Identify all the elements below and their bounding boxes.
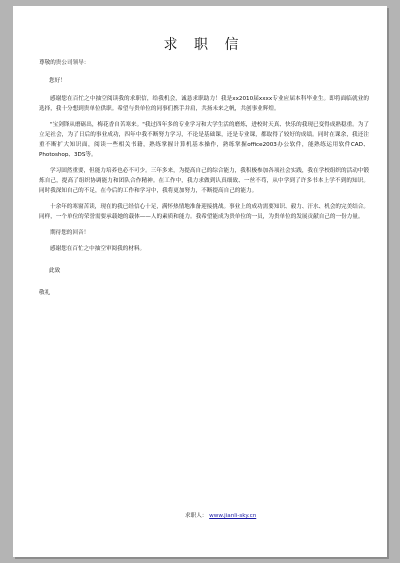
letter-title: 求 职 信 xyxy=(163,37,245,53)
paragraph-intro: 感谢您在百忙之中抽空阅读我的求职信，给我机会，诚恳求职助力！我是xx2010届xxxx专业应届本科毕业生。即将面临就业的选择，我十分想到贵单位供职。希望与贵单位的同事们携手并肩，共扬未来之帆，共创事业辉煌。 xyxy=(39,96,369,112)
paragraph-practice: 学习固然重要，但能力培养也必不可少。三年多来，为提高自己的综合能力，我积极参加各项社会实践，我在学校组织的活动中锻炼自己，提高了组织协调能力和团队合作精神。在工作中，我力求做到认真细致、一丝不苟，从中学到了许多书本上学不到的知识。同时我深知自己的不足，在今后的工作和学习中，我将更加努力，不断提高自己的能力。 xyxy=(39,168,369,194)
paragraph-await-reply: 期待您的回音！ xyxy=(50,230,90,236)
paragraph-thanks: 感谢您在百忙之中抽空审阅我的材料。 xyxy=(50,246,146,252)
salutation: 尊敬的贵公司领导： xyxy=(39,60,90,66)
document-page xyxy=(13,6,387,557)
signer-link[interactable]: www.jianli-sky.cn xyxy=(209,513,257,519)
sign-off: 敬礼 xyxy=(39,290,51,296)
paragraph-closing-statement: 十余年的寒窗苦读，现在的我已经信心十足，满怀热情地准备迎接挑战。事业上的成功需要知识、毅力、汗水、机会的完美结合。同样，一个单位的荣誉需要承载她的载体——人的素质和能力。我希望能成为贵单位的一员，为贵单位的发展贡献自己的一份力量。 xyxy=(39,204,369,220)
greeting: 您好！ xyxy=(49,78,66,84)
closing: 此致 xyxy=(49,268,61,274)
letter-body xyxy=(39,36,369,298)
signature-line xyxy=(185,511,256,519)
paragraph-study: "宝剑锋从磨砺出，梅花香自苦寒来。"我过四年多的专业学习和大学生活的磨炼，进校时天真、快乐的我现已变得成熟稳重。为了立足社会，为了日后的事业成功，四年中我不断努力学习，不论是基础课，还是专业课，都取得了较好的成绩。同时在课余，我还注重不断扩大知识面，阅读一些相关书籍，熟练掌握计算机基本操作，熟练掌握office2003办公软件，能熟练运用软件CAD、Photoshop、3DS等。 xyxy=(39,122,369,158)
signer-label: 求职人： xyxy=(185,513,208,519)
